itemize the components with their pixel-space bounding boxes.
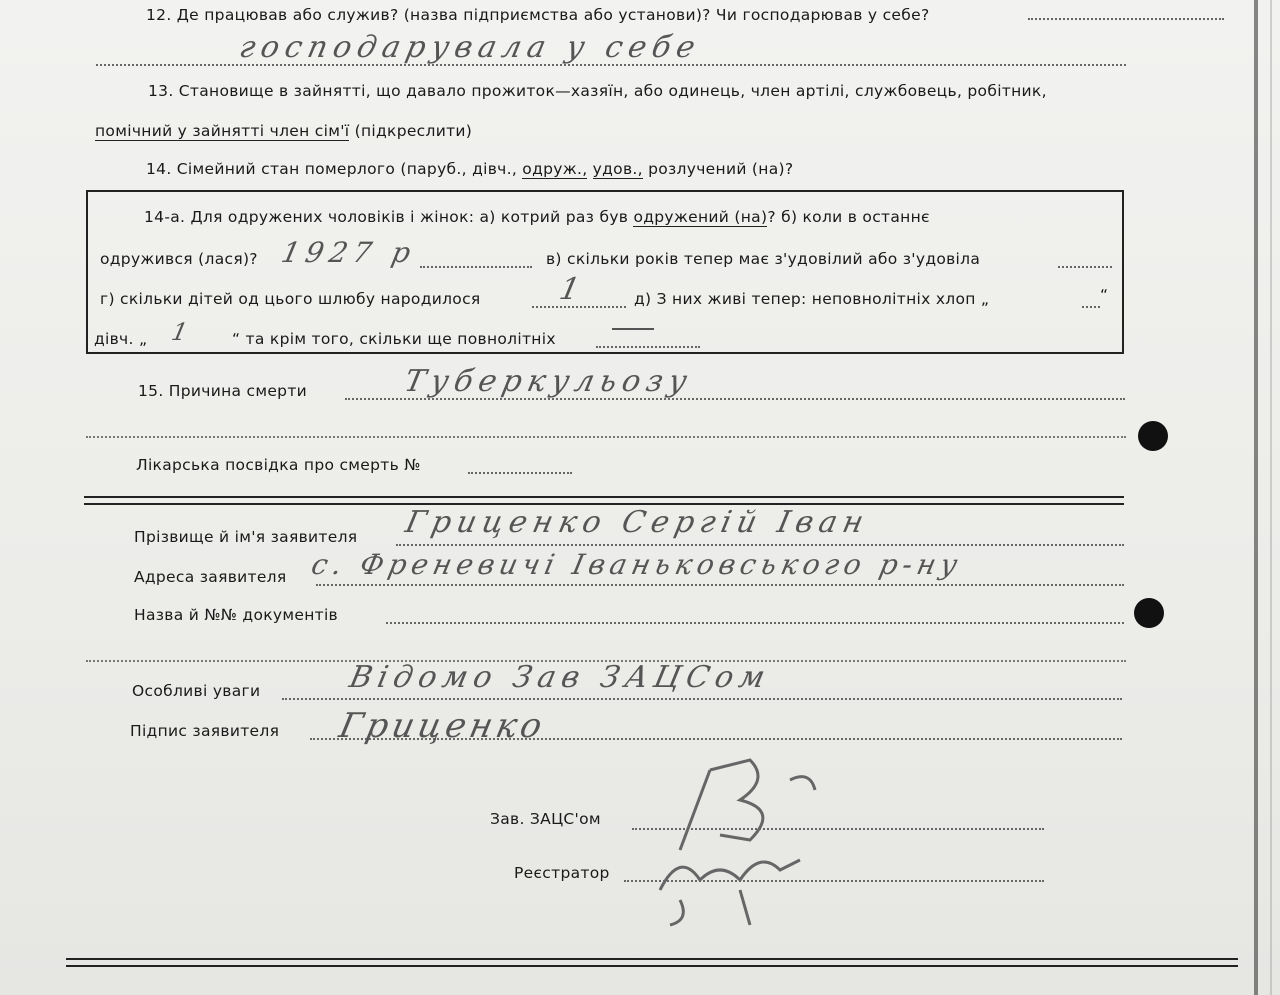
punch-hole-2	[1134, 598, 1164, 628]
q12-dots	[1028, 18, 1224, 20]
medical-label: Лікарська посвідка про смерть №	[136, 456, 421, 474]
q14a-line1-b: ? б) коли в останнє	[767, 208, 930, 226]
applicant-name-value: Гриценко Сергій Іван	[402, 505, 873, 540]
q14-line	[146, 160, 793, 178]
q13-line2	[95, 122, 472, 140]
bottom-divider	[66, 958, 1238, 967]
q13-line2-rest: (підкреслити)	[354, 122, 473, 140]
applicant-address-label: Адреса заявителя	[134, 568, 287, 586]
q14a-line3-end-dots	[1082, 306, 1100, 308]
q14a-girls: 1	[169, 318, 197, 346]
applicant-name-label: Прізвище й ім'я заявителя	[134, 528, 358, 546]
q14a-line1-underlined: одружений (на)	[633, 208, 768, 226]
q14a-children: 1	[556, 272, 589, 307]
q14-widowed: удов.,	[592, 160, 643, 178]
q14a-line2-a: одружився (лася)?	[100, 250, 258, 268]
head-label: Зав. ЗАЦС'ом	[490, 810, 601, 828]
q12-answer: господарувала у себе	[236, 30, 705, 65]
page-edge-shadow	[1270, 0, 1272, 995]
q14-prefix: 14. Сімейний стан померлого (паруб., дівч.,	[146, 160, 518, 178]
q14a-line4-a: дівч. „	[94, 330, 148, 348]
section-divider	[84, 496, 1124, 505]
applicant-name-dots	[396, 544, 1124, 546]
q14a-line2-b: в) скільки років тепер має з'удовілий або з'удовіла	[546, 250, 981, 268]
q14a-line2-end-dots	[1058, 266, 1112, 268]
head-signature	[640, 740, 870, 930]
q14a-year: 1927 р	[278, 236, 420, 269]
medical-dots	[468, 472, 572, 474]
applicant-notes-label: Особливі уваги	[132, 682, 261, 700]
applicant-signature-label: Підпис заявителя	[130, 722, 280, 740]
q14a-line3-c: “	[1100, 286, 1109, 304]
applicant-address-dots	[316, 584, 1124, 586]
q14a-dash-mark	[612, 328, 654, 330]
q14a-line2-dots	[420, 266, 532, 268]
applicant-signature-value: Гриценко	[335, 706, 550, 746]
applicant-address-value: с. Френевичі Іваньковського р-ну	[308, 548, 966, 581]
q14-suffix: розлучений (на)?	[648, 160, 794, 178]
applicant-notes-value: Відомо Зав ЗАЦСом	[346, 660, 774, 695]
applicant-docs-label: Назва й №№ документів	[134, 606, 338, 624]
applicant-docs-dots	[386, 622, 1124, 624]
q14a-line4-b: “ та крім того, скільки ще повнолітніх	[232, 330, 556, 348]
q14a-line1	[144, 208, 930, 226]
q13-underlined: помічний у зайнятті член сім'ї	[95, 122, 350, 140]
q14a-line3-b: д) З них живі тепер: неповнолітніх хлоп „	[634, 290, 990, 308]
q13-line1: 13. Становище в зайнятті, що давало прожиток—хазяїн, або одинець, член артілі, службовець, робітник,	[148, 82, 1047, 100]
registrar-label: Реєстратор	[514, 864, 610, 882]
applicant-notes-dots	[282, 698, 1122, 700]
q14a-line3-dots	[532, 306, 626, 308]
page-edge	[1254, 0, 1258, 995]
q14a-line3-a: г) скільки дітей од цього шлюбу народилося	[100, 290, 481, 308]
q15-label: 15. Причина смерти	[138, 382, 308, 400]
punch-hole-1	[1138, 421, 1168, 451]
q12-answer-line	[96, 64, 1126, 66]
q14a-line1-a: 14-а. Для одружених чоловіків і жінок: а) котрий раз був	[144, 208, 629, 226]
q15-answer: Туберкульозу	[401, 364, 696, 399]
q15-line2-dots	[86, 436, 1126, 438]
q14-married: одруж.,	[522, 160, 588, 178]
q12-label: 12. Де працював або служив? (назва підприємства або установи)? Чи господарював у себе?	[146, 6, 930, 24]
q14a-line4-dots	[596, 346, 700, 348]
